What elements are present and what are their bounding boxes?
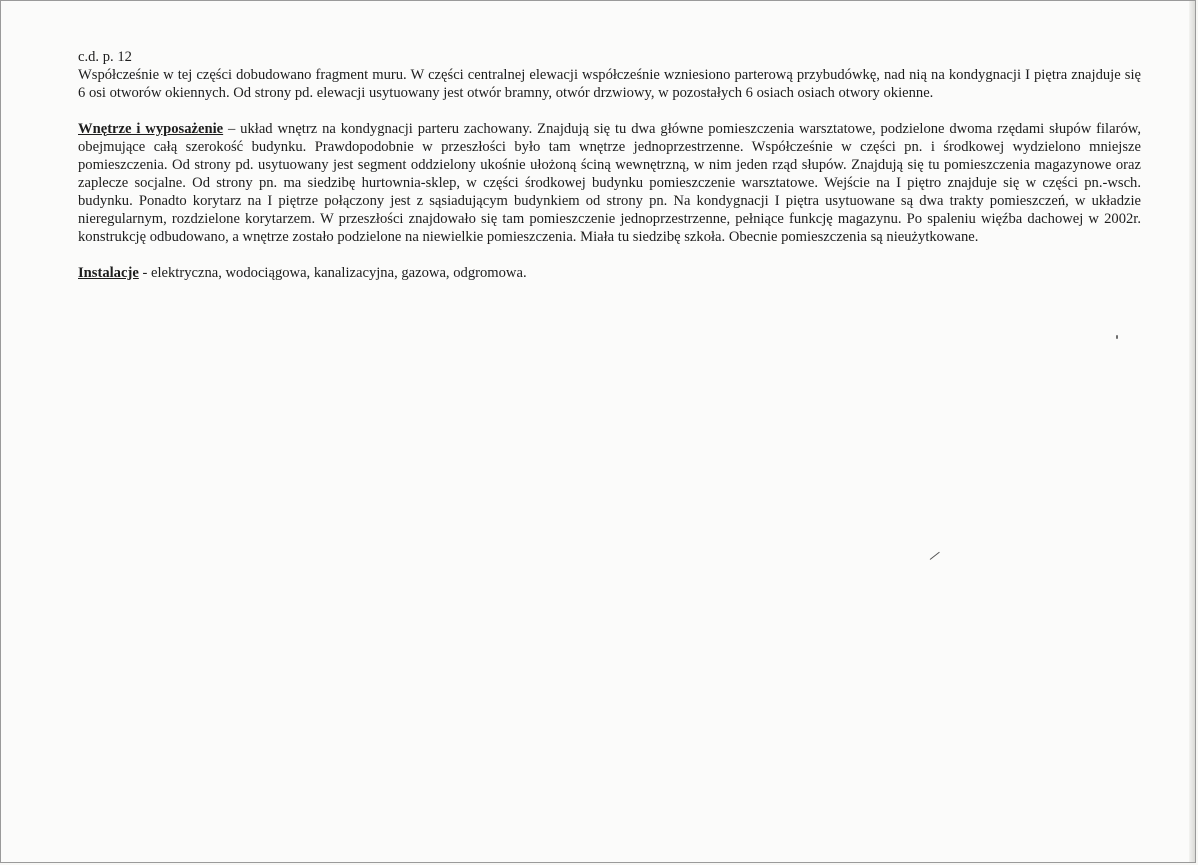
interior-text: – układ wnętrz na kondygnacji parteru zachowany. Znajdują się tu dwa główne pomieszczenia warsztatowe, podzielone dwoma rzędami słupów filarów, obejmujące całą szerokość budynku. Prawdopodobnie w przeszłości było tam wnętrze jednoprzestrzenne. Współcześnie w części pn. i środkowej wydzielono mniejsze pomieszczenia. Od strony pd. usytuowany jest segment oddzielony ukośnie ułożoną ściną wewnętrzną, w nim jeden rząd słupów. Znajdują się tu pomieszczenia magazynowe oraz zaplecze socjalne. Od strony pn. ma siedzibę hurtownia-sklep, w części środkowej budynku pomieszczenie warsztatowe. Wejście na I piętro znajduje się w części pn.-wsch. budynku. Ponadto korytarz na I piętrze połączony jest z sąsiadującym budynkiem od strony pn. Na kondygnacji I piętra usytuowane są dwa trakty pomieszczeń, w układzie nieregularnym, rozdzielone korytarzem. W przeszłości znajdowało się tam pomieszczenie jednoprzestrzenne, pełniące funkcję magazynu. Po spaleniu więźba dachowej w 2002r. konstrukcję odbudowano, a wnętrze zostało podzielone na niewielkie pomieszczenia. Miała tu siedzibę szkoła. Obecnie pomieszczenia są nieużytkowane.	[78, 121, 1141, 245]
page-reference: c.d. p. 12	[78, 49, 132, 65]
document-body	[78, 48, 1141, 282]
paragraph-interior	[78, 120, 1141, 246]
scan-dot-mark	[1116, 335, 1118, 339]
paragraph-spacer	[78, 246, 1141, 264]
interior-heading: Wnętrze i wyposażenie	[78, 121, 224, 137]
installations-heading: Instalacje	[78, 265, 139, 281]
scan-tick-mark	[930, 552, 940, 560]
paragraph-spacer	[78, 102, 1141, 120]
paragraph-elevation: Współcześnie w tej części dobudowano fragment muru. W części centralnej elewacji współcześnie wzniesiono parterową przybudówkę, nad nią na kondygnacji I piętra znajduje się 6 osi otworów okiennych. Od strony pd. elewacji usytuowany jest otwór bramny, otwór drzwiowy, w pozostałych 6 osiach osiach otwory okienne.	[78, 67, 1141, 101]
paragraph-installations	[78, 264, 1141, 282]
installations-text: - elektryczna, wodociągowa, kanalizacyjna, gazowa, odgromowa.	[138, 265, 527, 281]
